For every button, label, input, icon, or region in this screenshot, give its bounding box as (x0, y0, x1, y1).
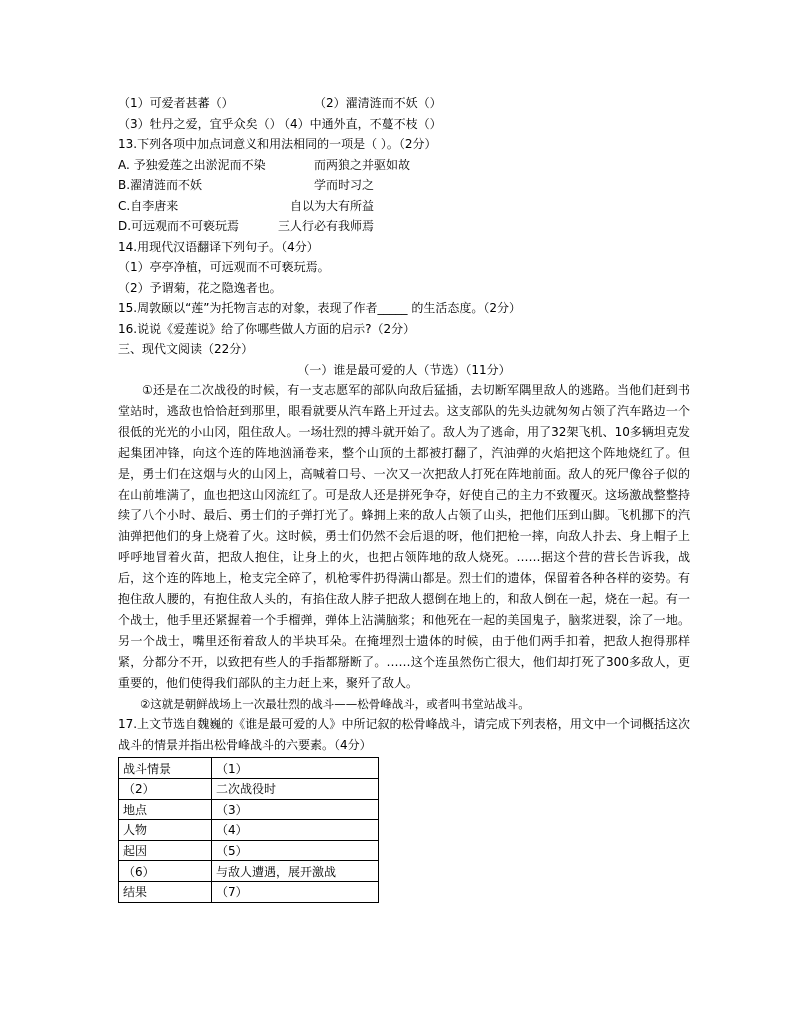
option-right: 而两狼之并驱如故 (314, 157, 411, 172)
battle-elements-table (118, 757, 379, 902)
option-left: A. 予独爱莲之出淤泥而不染 (118, 157, 266, 172)
table-row (119, 881, 379, 902)
table-key: （6） (119, 861, 212, 882)
table-value: （3） (212, 799, 379, 820)
table-key: 地点 (119, 799, 212, 820)
option-right: 三人行必有我师焉 (278, 219, 375, 233)
option-left: C.自李唐来 (118, 198, 179, 213)
table-key: 起因 (119, 840, 212, 861)
q13-option-b (118, 175, 690, 196)
table-value: （4） (212, 820, 379, 841)
option-right: 自以为大有所益 (290, 198, 375, 213)
option-left: D.可远观而不可亵玩焉 (118, 219, 240, 233)
exam-page (118, 93, 690, 903)
table-value: （1） (212, 758, 379, 779)
passage-paragraph-2: ②这就是朝鲜战场上一次最壮烈的战斗——松骨峰战斗，或者叫书堂站战斗。 (140, 696, 530, 711)
table-value: 二次战役时 (212, 779, 379, 800)
table-row (119, 820, 379, 841)
passage-title: （一）谁是最可爱的人（节选）（11分） (297, 362, 511, 377)
q12-item-3: （3）牡丹之爱，宜乎众矣（） (118, 116, 282, 131)
table-value: （5） (212, 840, 379, 861)
q13-stem: 13.下列各项中加点词意义和用法相同的一项是（ ）。（2分） (118, 137, 437, 151)
q16-question: 16.说说《爱莲说》给了你哪些做人方面的启示?（2分） (118, 321, 416, 336)
q13-option-c (118, 196, 690, 217)
q14-sentence-1: （1）亭亭净植，可远观而不可亵玩焉。 (118, 260, 330, 274)
passage-paragraph-1: ①还是在二次战役的时候，有一支志愿军的部队向敌后猛插，去切断军隅里敌人的逃路。当他们赶到书堂站时，逃敌也恰恰赶到那里，眼看就要从汽车路上开过去。这支部队的先头边就匆匆占领了汽车路边一个很低的光光的小山冈，阻住敌人。一场壮烈的搏斗就开始了。敌人为了逃命，用了32架飞机、10多辆坦克发起集团冲锋，向这个连的阵地汹涌卷来，整个山顶的土都被打翻了，汽油弹的火焰把这个阵地烧红了。但是，勇士们在这烟与火的山冈上，高喊着口号、一次又一次把敌人打死在阵地前面。敌人的死尸像谷子似的在山前堆满了，血也把这山冈流红了。可是敌人还是拼死争夺，好使自己的主力不致覆灭。这场激战整整持续了八个小时、最后、勇士们的子弹打光了。蜂拥上来的敌人占领了山头，把他们压到山脚。飞机挪下的汽油弹把他们的身上烧着了火。这时候，勇士们仍然不会后退的呀，他们把枪一摔，向敌人扑去、身上帽子上呼呼地冒着火苗，把敌人抱住，让身上的火，也把占领阵地的敌人烧死。……据这个营的营长告诉我，战后，这个连的阵地上，枪支完全碎了，机枪零件扔得满山都是。烈士们的遗体，保留着各种各样的姿势。有抱住敌人腰的，有抱住敌人头的，有掐住敌人脖子把敌人摁倒在地上的，和敌人倒在一起，烧在一起。有一个战士，他手里还紧握着一个手榴弹，弹体上沾满脑浆；和他死在一起的美国鬼子，脑浆迸裂，涂了一地。另一个战士，嘴里还衔着敌人的半块耳朵。在掩埋烈士遗体的时候，由于他们两手扣着，把敌人抱得那样紧，分都分不开，以致把有些人的手指都掰断了。……这个连虽然伤亡很大，他们却打死了300多敌人，更重要的，他们使得我们部队的主力赶上来，聚歼了敌人。 (118, 383, 690, 690)
table-key: （2） (119, 779, 212, 800)
q17-stem: 17.上文节选自魏巍的《谁是最可爱的人》中所记叙的松骨峰战斗，请完成下列表格，用文中一个词概括这次战斗的情景并指出松骨峰战斗的六要素。（4分） (118, 716, 690, 752)
q12-item-2: （2）濯清涟而不妖（） (314, 96, 442, 110)
table-row (119, 779, 379, 800)
q15-question: 15.周敦颐以“莲”为托物言志的对象，表现了作者_____ 的生活态度。（2分） (118, 301, 521, 315)
table-row (119, 799, 379, 820)
q14-sentence-2: （2）予谓菊，花之隐逸者也。 (118, 280, 282, 295)
q12-item-1: （1）可爱者甚蕃（） (118, 96, 234, 110)
option-left: B.濯清涟而不妖 (118, 178, 203, 192)
table-value: 与敌人遭遇，展开激战 (212, 861, 379, 882)
table-row (119, 758, 379, 779)
section-three-heading: 三、现代文阅读（22分） (118, 342, 254, 356)
q12-row-2 (118, 114, 690, 135)
q13-option-d (118, 216, 690, 237)
table-row (119, 840, 379, 861)
q12-row-1 (118, 93, 690, 114)
q13-option-a (118, 155, 690, 176)
table-key: 战斗情景 (119, 758, 212, 779)
q12-item-4: （4）中通外直，不蔓不枝（） (278, 116, 442, 131)
table-key: 结果 (119, 881, 212, 902)
table-value: （7） (212, 881, 379, 902)
table-row (119, 861, 379, 882)
option-right: 学而时习之 (314, 178, 375, 192)
q14-stem: 14.用现代汉语翻译下列句子。（4分） (118, 239, 319, 254)
table-key: 人物 (119, 820, 212, 841)
